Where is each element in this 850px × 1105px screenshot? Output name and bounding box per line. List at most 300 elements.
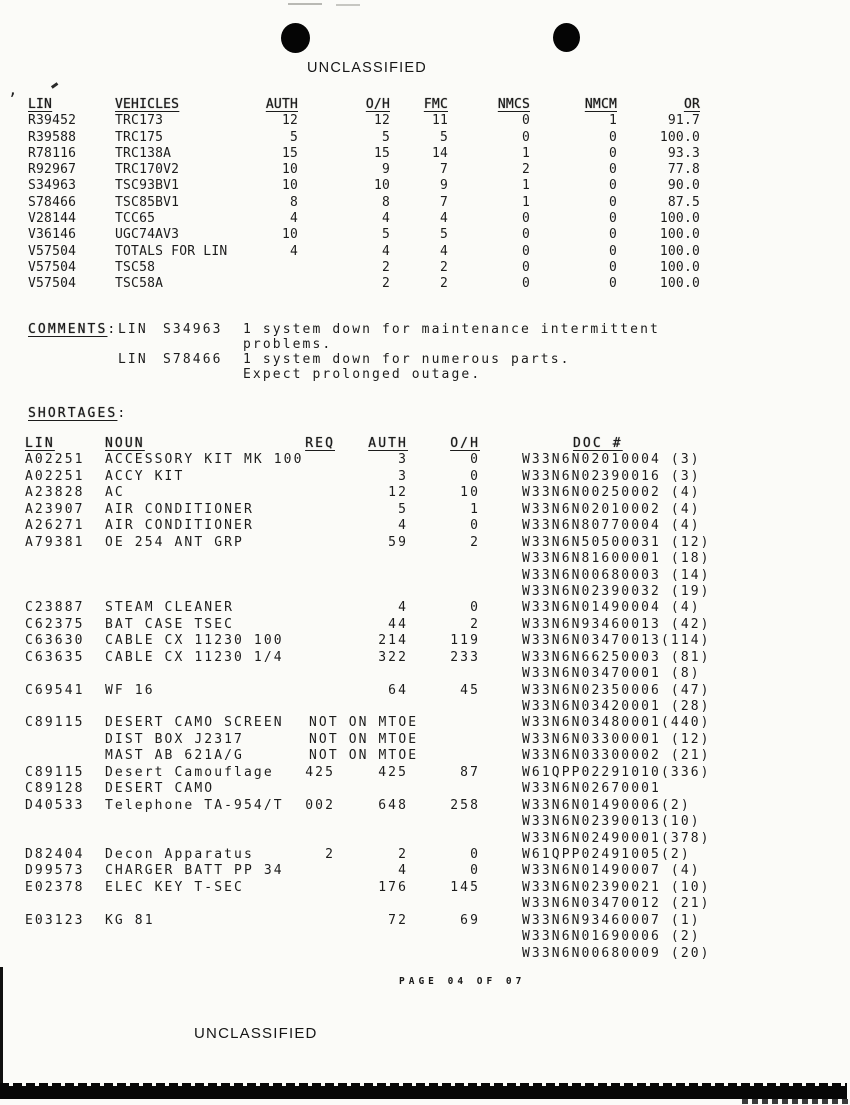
shortages-table-row	[25, 650, 730, 666]
readiness-column-header: AUTH	[265, 97, 298, 112]
readiness-cell: R78116	[28, 145, 77, 161]
shortage-auth: 2	[398, 846, 408, 862]
readiness-cell: 2	[381, 276, 390, 292]
shortage-noun: Decon Apparatus	[105, 846, 254, 862]
readiness-cell: 0	[608, 227, 617, 243]
shortage-req	[297, 568, 335, 584]
readiness-cell: 100.0	[659, 243, 700, 259]
comment-text: Expect prolonged outage.	[243, 367, 482, 382]
readiness-cell: 100.0	[659, 276, 700, 292]
readiness-cell: 0	[521, 211, 530, 227]
readiness-cell: 10	[281, 227, 298, 243]
shortages-column-header: DOC #	[573, 436, 623, 451]
readiness-cell: 15	[281, 145, 298, 161]
shortage-noun: Desert Camouflage	[105, 764, 274, 780]
readiness-cell: 5	[381, 227, 390, 243]
shortage-oh: 0	[470, 518, 480, 534]
readiness-cell: S34963	[28, 178, 77, 194]
shortages-table-row	[25, 452, 730, 468]
comment-lin-value	[163, 337, 243, 352]
comment-text: problems.	[243, 337, 333, 352]
shortage-oh	[408, 699, 480, 715]
shortage-doc-number: W33N6N01490007 (4)	[522, 863, 701, 879]
shortage-req	[297, 617, 335, 633]
comments-label	[28, 367, 118, 382]
shortage-auth: 4	[398, 600, 408, 616]
readiness-cell: 0	[521, 129, 530, 145]
readiness-cell: 2	[439, 276, 448, 292]
readiness-column-header	[448, 97, 530, 113]
comment-text: 1 system down for numerous parts.	[243, 352, 571, 367]
readiness-column-header: OR	[683, 97, 700, 112]
readiness-cell: 8	[381, 194, 390, 210]
shortage-req: 425	[305, 764, 335, 780]
readiness-cell: 4	[439, 243, 448, 259]
scan-artifact-dash	[288, 3, 322, 5]
classification-banner-top: UNCLASSIFIED	[307, 60, 427, 76]
shortages-table-row	[25, 765, 730, 781]
shortage-oh	[408, 584, 480, 600]
shortages-table-row	[25, 929, 730, 945]
shortage-auth: 3	[398, 468, 408, 484]
shortage-noun: CABLE CX 11230 1/4	[105, 649, 284, 665]
shortage-oh: 2	[470, 534, 480, 550]
readiness-cell: 90.0	[667, 178, 700, 194]
shortages-column-header: O/H	[450, 436, 480, 451]
shortage-auth: 59	[388, 534, 408, 550]
comment-lin-label	[118, 367, 163, 382]
shortage-doc-number: W33N6N02390013(10)	[522, 814, 701, 830]
scan-artifact-bottom-bar	[0, 1086, 847, 1099]
comment-lin-value: S34963	[163, 322, 223, 337]
readiness-cell: 11	[431, 113, 448, 129]
shortage-noun: MAST AB 621A/G	[105, 748, 244, 764]
readiness-cell: 100.0	[659, 211, 700, 227]
shortage-lin: C63635	[25, 649, 85, 665]
shortage-doc-number: W33N6N02490001(378)	[522, 830, 711, 846]
comment-lin-label: LIN	[118, 352, 148, 367]
shortage-lin: C62375	[25, 616, 85, 632]
readiness-cell: 2	[381, 259, 390, 275]
readiness-cell: 0	[521, 227, 530, 243]
shortage-note: NOT ON MTOE	[309, 731, 419, 747]
readiness-cell: 14	[431, 145, 448, 161]
shortage-doc-number: W33N6N02010002 (4)	[522, 501, 701, 517]
comment-lin-value: S78466	[163, 352, 223, 367]
shortage-noun: CABLE CX 11230 100	[105, 633, 284, 649]
shortages-table-row	[25, 814, 730, 830]
shortage-req	[297, 699, 335, 715]
readiness-cell: 0	[608, 276, 617, 292]
shortage-doc-number: W33N6N02390016 (3)	[522, 468, 701, 484]
readiness-cell: 100.0	[659, 129, 700, 145]
shortages-table-row	[25, 880, 730, 896]
shortage-req	[297, 650, 335, 666]
readiness-cell: 0	[521, 113, 530, 129]
readiness-column-header: FMC	[423, 97, 448, 112]
shortage-doc-number: W33N6N03470012 (21)	[522, 896, 711, 912]
readiness-table-row	[28, 211, 700, 227]
shortage-req	[297, 551, 335, 567]
readiness-cell: 0	[608, 243, 617, 259]
shortage-doc-number: W33N6N03300001 (12)	[522, 731, 711, 747]
shortage-req	[297, 683, 335, 699]
classification-banner-bottom: UNCLASSIFIED	[194, 1025, 318, 1042]
readiness-table-row	[28, 244, 700, 260]
shortage-noun	[105, 896, 297, 912]
shortage-req	[297, 913, 335, 929]
shortage-lin	[25, 929, 105, 945]
readiness-cell: 4	[381, 211, 390, 227]
page-footer: PAGE 04 OF 07	[399, 976, 526, 987]
readiness-cell: TCC65	[115, 211, 156, 227]
shortage-auth	[335, 584, 408, 600]
shortage-oh: 119	[450, 633, 480, 649]
shortage-req	[297, 633, 335, 649]
shortage-doc-number: W33N6N03420001 (28)	[522, 699, 711, 714]
shortages-table-row	[25, 715, 730, 731]
shortage-auth: 72	[388, 912, 408, 928]
comment-line	[28, 337, 660, 352]
shortage-req	[297, 502, 335, 518]
shortage-auth: 4	[398, 863, 408, 879]
comments-label: COMMENTS:	[28, 322, 118, 337]
readiness-cell: 0	[608, 145, 617, 161]
shortage-doc-number: W33N6N93460007 (1)	[522, 912, 701, 928]
shortages-column-header	[408, 436, 480, 452]
shortages-table-row	[25, 551, 730, 567]
readiness-cell: V57504	[28, 243, 77, 259]
shortage-doc-number: W61QPP02291010(336)	[522, 764, 711, 780]
shortage-noun	[105, 814, 297, 830]
shortage-lin: A26271	[25, 518, 85, 534]
shortage-auth	[335, 814, 408, 830]
readiness-table-row	[28, 227, 700, 243]
shortages-table-row	[25, 617, 730, 633]
shortage-oh	[408, 666, 480, 682]
shortage-doc-number: W33N6N01490006(2)	[522, 797, 691, 813]
shortage-doc-number: W33N6N02390032 (19)	[522, 583, 711, 599]
shortages-column-header	[335, 436, 408, 452]
shortage-auth: 5	[398, 501, 408, 517]
shortage-lin	[25, 896, 105, 912]
shortage-doc-number: W61QPP02491005(2)	[522, 846, 691, 862]
readiness-column-header: NMCM	[584, 97, 617, 112]
readiness-cell: 10	[373, 178, 390, 194]
shortage-noun: CHARGER BATT PP 34	[105, 863, 284, 879]
shortages-table-row	[25, 732, 730, 748]
readiness-cell: TRC170V2	[115, 162, 180, 178]
shortage-auth: 176	[378, 879, 408, 895]
comment-line	[28, 367, 660, 382]
shortages-column-header: REQ	[305, 436, 335, 451]
readiness-cell: 7	[439, 162, 448, 178]
readiness-cell: TSC58	[115, 259, 156, 275]
readiness-column-header	[617, 97, 700, 113]
shortages-table-row	[25, 502, 730, 518]
shortage-doc-number: W33N6N80770004 (4)	[522, 518, 701, 534]
shortage-lin: A02251	[25, 452, 85, 468]
readiness-cell: 0	[521, 243, 530, 259]
readiness-cell	[230, 260, 298, 276]
shortage-lin: D99573	[25, 863, 85, 879]
readiness-cell: 91.7	[667, 113, 700, 129]
shortage-req	[297, 946, 335, 962]
shortage-auth	[335, 666, 408, 682]
shortage-req	[297, 831, 335, 847]
shortage-lin	[25, 814, 105, 830]
readiness-cell: 9	[439, 178, 448, 194]
shortages-table-row	[25, 469, 730, 485]
shortage-noun	[105, 584, 297, 600]
shortage-lin: A02251	[25, 468, 85, 484]
readiness-header-row	[28, 97, 700, 113]
shortages-table-row	[25, 863, 730, 879]
shortage-lin: C89128	[25, 781, 85, 797]
shortage-req	[297, 863, 335, 879]
shortages-table-row	[25, 896, 730, 912]
shortage-req	[297, 814, 335, 830]
shortage-oh	[408, 551, 480, 567]
shortage-lin	[25, 584, 105, 600]
shortage-req	[297, 452, 335, 468]
shortage-noun: AIR CONDITIONER	[105, 518, 254, 534]
readiness-cell: 0	[521, 276, 530, 292]
shortage-lin: D40533	[25, 797, 85, 813]
shortage-noun: ELEC KEY T-SEC	[105, 879, 244, 895]
readiness-column-header	[115, 97, 230, 113]
comment-lin-value	[163, 367, 243, 382]
readiness-cell: 4	[289, 243, 298, 259]
readiness-table-row	[28, 130, 700, 146]
shortage-note: NOT ON MTOE	[309, 748, 419, 764]
readiness-cell: 4	[381, 243, 390, 259]
shortage-noun	[105, 666, 297, 682]
shortage-oh: 0	[470, 452, 480, 468]
shortage-oh: 258	[450, 797, 480, 813]
shortage-lin	[25, 551, 105, 567]
shortages-table-row	[25, 518, 730, 534]
readiness-column-header: O/H	[365, 97, 390, 112]
readiness-cell: 10	[281, 178, 298, 194]
readiness-cell: 4	[439, 211, 448, 227]
readiness-column-header: LIN	[28, 97, 53, 112]
shortage-req	[297, 896, 335, 912]
readiness-column-header	[230, 97, 298, 113]
readiness-column-header	[28, 97, 115, 113]
shortages-column-header	[522, 436, 730, 452]
readiness-column-header: VEHICLES	[115, 97, 180, 112]
shortage-req	[297, 600, 335, 616]
readiness-cell: 8	[289, 194, 298, 210]
readiness-cell: 87.5	[667, 194, 700, 210]
scan-artifact-dash	[336, 4, 360, 6]
readiness-cell: R92967	[28, 162, 77, 178]
comment-text: 1 system down for maintenance intermittent	[243, 322, 660, 337]
shortages-column-header: AUTH	[368, 436, 408, 451]
shortage-auth: 425	[378, 764, 408, 780]
readiness-cell: TSC58A	[115, 276, 164, 292]
shortage-oh: 0	[470, 863, 480, 879]
shortage-auth	[335, 896, 408, 912]
shortage-noun	[105, 946, 297, 962]
shortage-lin: C63630	[25, 633, 85, 649]
shortage-oh	[408, 929, 480, 945]
shortage-lin	[25, 831, 105, 847]
readiness-table-row	[28, 178, 700, 194]
shortage-oh	[408, 781, 480, 797]
shortage-oh: 87	[460, 764, 480, 780]
shortage-lin	[25, 666, 105, 682]
readiness-cell: V57504	[28, 259, 77, 275]
readiness-cell: 1	[608, 113, 617, 129]
shortages-table-row	[25, 946, 730, 962]
shortage-auth: 214	[378, 633, 408, 649]
readiness-cell: R39452	[28, 113, 77, 129]
comments-label	[28, 352, 118, 367]
shortage-doc-number: W33N6N93460013 (42)	[522, 616, 711, 632]
readiness-cell: 1	[521, 178, 530, 194]
shortage-doc-number: W33N6N03470013(114)	[522, 633, 711, 649]
shortage-auth	[335, 551, 408, 567]
shortage-auth	[335, 781, 408, 797]
shortages-column-header	[297, 436, 335, 452]
shortages-table-row	[25, 699, 730, 715]
shortage-lin: C89115	[25, 764, 85, 780]
shortage-noun	[105, 929, 297, 945]
readiness-cell: V57504	[28, 276, 77, 292]
comments-section	[28, 322, 660, 382]
shortages-table-row	[25, 683, 730, 699]
shortage-lin	[25, 946, 105, 962]
shortage-oh: 45	[460, 682, 480, 698]
shortage-noun: ACCESSORY KIT MK 100	[105, 452, 304, 468]
shortage-noun: KG 81	[105, 912, 155, 928]
readiness-cell: 10	[281, 162, 298, 178]
readiness-cell: 100.0	[659, 227, 700, 243]
shortage-lin: C69541	[25, 682, 85, 698]
shortage-oh: 10	[460, 485, 480, 501]
hole-punch-icon	[553, 23, 580, 52]
shortage-auth: 322	[378, 649, 408, 665]
shortage-doc-number: W33N6N02350006 (47)	[522, 682, 711, 698]
readiness-cell: TSC85BV1	[115, 194, 180, 210]
readiness-cell: V28144	[28, 211, 77, 227]
shortage-oh	[408, 831, 480, 847]
shortage-lin	[25, 732, 105, 748]
readiness-cell: TRC138A	[115, 145, 172, 161]
shortage-auth: 3	[398, 452, 408, 468]
shortage-noun: DESERT CAMO SCREEN	[105, 715, 284, 731]
shortage-lin: C23887	[25, 600, 85, 616]
shortages-header-row	[25, 436, 730, 452]
readiness-cell: 7	[439, 194, 448, 210]
shortage-noun	[105, 699, 297, 715]
shortage-noun: DIST BOX J2317	[105, 731, 244, 747]
shortage-noun	[105, 831, 297, 847]
shortage-lin: A23907	[25, 501, 85, 517]
readiness-column-header: NMCS	[497, 97, 530, 112]
shortage-oh: 233	[450, 649, 480, 665]
shortage-auth: 64	[388, 682, 408, 698]
comments-label-text: COMMENTS	[28, 322, 108, 337]
shortage-noun	[105, 568, 297, 584]
shortage-oh	[408, 896, 480, 912]
readiness-table-row	[28, 260, 700, 276]
readiness-table-row	[28, 146, 700, 162]
shortage-noun: AIR CONDITIONER	[105, 501, 254, 517]
shortage-lin: E03123	[25, 912, 85, 928]
shortage-oh: 0	[470, 468, 480, 484]
shortages-label-text: SHORTAGES	[28, 406, 118, 421]
shortage-lin: A23828	[25, 485, 85, 501]
shortage-auth: 648	[378, 797, 408, 813]
scan-artifact-left-edge-line	[0, 967, 3, 1087]
shortage-lin	[25, 748, 105, 764]
shortage-lin: D82404	[25, 846, 85, 862]
readiness-cell: 0	[608, 211, 617, 227]
shortage-oh	[408, 946, 480, 962]
shortage-auth	[335, 929, 408, 945]
readiness-cell: R39588	[28, 129, 77, 145]
shortage-req	[297, 535, 335, 551]
comment-lin-label: LIN	[118, 322, 148, 337]
comment-line	[28, 322, 660, 337]
readiness-cell: 4	[289, 211, 298, 227]
shortage-doc-number: W33N6N03480001(440)	[522, 715, 711, 731]
readiness-cell: TRC173	[115, 113, 164, 129]
shortage-auth: 12	[388, 485, 408, 501]
readiness-column-header	[298, 97, 390, 113]
readiness-cell: TRC175	[115, 129, 164, 145]
shortage-lin	[25, 699, 105, 715]
shortages-table	[25, 436, 730, 962]
shortage-doc-number: W33N6N03300002 (21)	[522, 748, 711, 764]
readiness-column-header	[390, 97, 448, 113]
shortage-noun: AC	[105, 485, 125, 501]
shortage-auth	[335, 699, 408, 715]
readiness-cell: 93.3	[667, 145, 700, 161]
shortage-req: 002	[305, 797, 335, 813]
shortage-oh: 0	[470, 846, 480, 862]
comments-label	[28, 337, 118, 352]
shortages-table-row	[25, 666, 730, 682]
readiness-cell: 2	[439, 259, 448, 275]
readiness-cell: S78466	[28, 194, 77, 210]
readiness-cell: 5	[439, 227, 448, 243]
shortages-column-header: LIN	[25, 436, 55, 451]
shortage-note: NOT ON MTOE	[309, 715, 419, 731]
shortages-table-row	[25, 781, 730, 797]
readiness-cell: 0	[608, 259, 617, 275]
shortages-column-header: NOUN	[105, 436, 145, 451]
shortages-table-row	[25, 600, 730, 616]
readiness-cell: 1	[521, 145, 530, 161]
shortages-table-row	[25, 535, 730, 551]
shortage-req	[297, 485, 335, 501]
shortages-heading: SHORTAGES:	[28, 406, 128, 421]
shortage-req	[297, 666, 335, 682]
readiness-table-row	[28, 276, 700, 292]
readiness-cell: UGC74AV3	[115, 227, 180, 243]
readiness-cell: 0	[521, 259, 530, 275]
shortage-oh: 2	[470, 616, 480, 632]
shortage-oh	[408, 568, 480, 584]
scan-artifact-noise	[742, 1099, 848, 1104]
shortage-req: 2	[325, 846, 335, 862]
shortage-doc-number: W33N6N66250003 (81)	[522, 649, 711, 665]
readiness-cell: 0	[608, 129, 617, 145]
